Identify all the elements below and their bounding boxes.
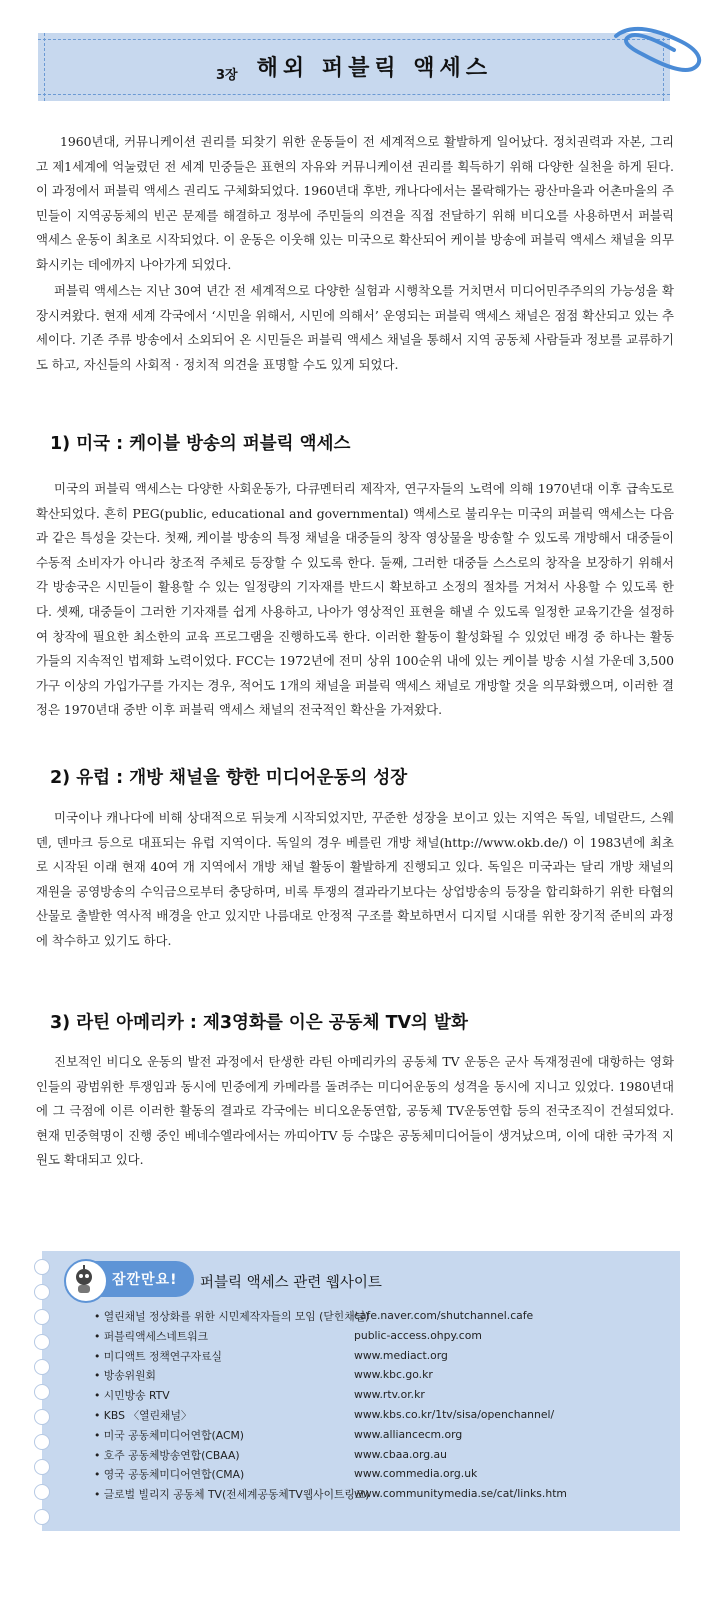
related-websites-box — [42, 1251, 680, 1531]
tip-badge-label: 잠깐만요! — [112, 1272, 178, 1288]
site-name: • 미국 공동체미디어연합(ACM) — [94, 1428, 245, 1442]
tip-badge — [68, 1261, 194, 1297]
binding-hole-icon — [34, 1409, 50, 1425]
binding-hole-icon — [34, 1359, 50, 1375]
site-name: • 글로벌 빌리지 공동체 TV(전세계공동체TV웹사이트링크) — [94, 1488, 370, 1502]
list-item — [94, 1349, 654, 1369]
box-title: 퍼블릭 액세스 관련 웹사이트 — [200, 1275, 382, 1291]
intro-paragraph-2: 퍼블릭 액세스는 지난 30여 년간 전 세계적으로 다양한 실험과 시행착오를 거치면서 미디어민주주의의 가능성을 확장시켜왔다. 현재 세계 각국에서 ‘시민을 위해서, 시민에 의해서’ 운영되는 퍼블릭 액세스 채널은 점점 확산되고 있는 추세이다. 기존 주류 방송에서 소외되어 온 시민들은 퍼블릭 액세스 채널을 통해서 지역 공동체 사람들과 정보를 교류하기도 하고, 자신들의 사회적 · 정치적 의견을 표명할 수도 있게 되었다. — [36, 283, 674, 372]
binding-hole-icon — [34, 1459, 50, 1475]
chapter-number: 3장 — [215, 68, 238, 83]
binding-hole-icon — [34, 1284, 50, 1300]
section-heading-usa: 1) 미국 : 케이블 방송의 퍼블릭 액세스 — [50, 434, 351, 454]
list-item — [94, 1467, 654, 1487]
section-body-europe: 미국이나 캐나다에 비해 상대적으로 뒤늦게 시작되었지만, 꾸준한 성장을 보이고 있는 지역은 독일, 네덜란드, 스웨덴, 덴마크 등으로 대표되는 유럽 지역이다. 독일의 경우 베를린 개방 채널(http://www.okb.de/) 이 1983년에 최초로 시작된 이래 현재 40여 개 지역에서 개방 채널 활동이 활발하게 진행되고 있다. 독일은 미국과는 달리 개방 채널의 재원을 공영방송의 수익금으로부터 충당하며, 비록 투쟁의 결과라기보다는 상업방송의 등장을 합리화하기 위한 타협의 산물로 출발한 역사적 배경을 안고 있지만 나름대로 안정적 구조를 확보하면서 디지털 시대를 위한 장기적 준비의 과정에 착수하고 있기도 하다. — [36, 810, 674, 948]
binding-hole-icon — [34, 1434, 50, 1450]
site-url[interactable]: www.commedia.org.uk — [354, 1467, 478, 1481]
intro-paragraph-1: 1960년대, 커뮤니케이션 권리를 되찾기 위한 운동들이 전 세계적으로 활발하게 일어났다. 정치권력과 자본, 그리고 제1세계에 억눌렸던 전 세계 민중들은 표현의 자유와 커뮤니케이션 권리를 획득하기 위해 다양한 실천을 하게 된다. 이 과정에서 퍼블릭 액세스 권리도 구체화되었다. 1960년대 후반, 캐나다에서는 몰락해가는 광산마을과 어촌마을의 주민들이 지역공동체의 빈곤 문제를 해결하고 정부에 주민들의 의견을 직접 전달하기 위해 비디오를 사용하면서 퍼블릭 액세스 운동이 최초로 시작되었다. 이 운동은 이웃해 있는 미국으로 확산되어 케이블 방송에 퍼블릭 액세스 채널을 의무화시키는 데에까지 나아가게 되었다. — [36, 134, 674, 272]
site-url[interactable]: cafe.naver.com/shutchannel.cafe — [354, 1309, 534, 1322]
banner-dashed-border — [38, 39, 670, 40]
list-item — [94, 1329, 654, 1349]
site-url[interactable]: www.kbs.co.kr/1tv/sisa/openchannel/ — [354, 1407, 555, 1421]
binding-hole-icon — [34, 1484, 50, 1500]
list-item — [94, 1428, 654, 1448]
paperclip-icon — [608, 22, 708, 82]
site-url[interactable]: www.rtv.or.kr — [354, 1388, 425, 1402]
website-list — [94, 1309, 654, 1507]
site-name: • 시민방송 RTV — [94, 1389, 170, 1403]
list-item — [94, 1309, 654, 1329]
site-name: • 미디액트 정책연구자료실 — [94, 1349, 222, 1363]
chapter-heading — [38, 51, 670, 82]
site-url[interactable]: www.kbc.go.kr — [354, 1368, 433, 1382]
site-name: • 퍼블릭액세스네트워크 — [94, 1329, 209, 1343]
site-url[interactable]: www.alliancecm.org — [354, 1427, 463, 1441]
site-name: • KBS 〈열린채널〉 — [94, 1408, 192, 1422]
section-heading-europe: 2) 유럽 : 개방 채널을 향한 미디어운동의 성장 — [50, 768, 408, 788]
chapter-title: 해외 퍼블릭 액세스 — [256, 56, 493, 81]
banner-dashed-border — [38, 94, 670, 95]
site-name: • 영국 공동체미디어연합(CMA) — [94, 1468, 245, 1482]
list-item — [94, 1487, 654, 1507]
section-body-latin-america: 진보적인 비디오 운동의 발전 과정에서 탄생한 라틴 아메리카의 공동체 TV 운동은 군사 독재정권에 대항하는 영화인들의 광범위한 투쟁임과 동시에 민중에게 카메라를 돌려주는 미디어운동의 성격을 동시에 지니고 있었다. 1980년대에 그 극점에 이른 이러한 활동의 결과로 각국에는 비디오운동연합, 공동체 TV운동연합 등의 전국조직이 건설되었다. 현재 민중혁명이 진행 중인 베네수엘라에서는 까띠아TV 등 수많은 공동체미디어들이 생겨났으며, 이에 대한 국가적 지원도 확대되고 있다. — [36, 1054, 674, 1168]
list-item — [94, 1408, 654, 1428]
site-url[interactable]: public-access.ohpy.com — [354, 1328, 482, 1342]
list-item — [94, 1448, 654, 1468]
site-url[interactable]: www.mediact.org — [354, 1348, 448, 1362]
site-name: • 호주 공동체방송연합(CBAA) — [94, 1448, 240, 1462]
character-icon — [64, 1259, 108, 1303]
section-body-usa: 미국의 퍼블릭 액세스는 다양한 사회운동가, 다큐멘터리 제작자, 연구자들의 노력에 의해 1970년대 이후 급속도로 확산되었다. 흔히 PEG(public, educational and governmental) 액세스로 불리우는 미국의 퍼블릭 액세스는 다음과 같은 특성을 갖는다. 첫째, 케이블 방송의 특정 채널을 대중들의 창작 영상물을 방송할 수 있도록 개방해서 대중들이 수동적 소비자가 아니라 창조적 주체로 등장할 수 있도록 한다. 둘째, 그러한 대중들 스스로의 창작을 보장하기 위해서 각 방송국은 시민들이 활용할 수 있는 일정량의 기자재를 반드시 확보하고 소정의 절차를 거쳐서 사용할 수 있도록 한다. 셋째, 대중들이 그러한 기자재를 쉽게 사용하고, 나아가 영상적인 표현을 해낼 수 있도록 일정한 교육기간을 설정하여 창작에 필요한 최소한의 교육 프로그램을 진행하도록 한다. 이러한 활동이 활성화될 수 있었던 배경 중 하나는 활동가들의 지속적인 법제화 노력이었다. FCC는 1972년에 전미 상위 100순위 내에 있는 케이블 방송 시설 가운데 3,500 가구 이상의 가입가구를 가지는 경우, 적어도 1개의 채널을 퍼블릭 액세스 채널로 개방할 것을 의무화했으며, 이러한 결정은 1970년대 중반 이후 퍼블릭 액세스 채널의 전국적인 확산을 가져왔다. — [36, 481, 674, 718]
list-item — [94, 1368, 654, 1388]
notebook-binding — [34, 1259, 54, 1534]
binding-hole-icon — [34, 1509, 50, 1525]
site-name: • 방송위원회 — [94, 1369, 156, 1383]
site-url[interactable]: www.communitymedia.se/cat/links.htm — [354, 1487, 567, 1501]
site-url[interactable]: www.cbaa.org.au — [354, 1447, 447, 1461]
binding-hole-icon — [34, 1309, 50, 1325]
binding-hole-icon — [34, 1384, 50, 1400]
site-name: • 열린채널 정상화를 위한 시민제작자들의 모임 (닫힌채널) — [94, 1310, 370, 1323]
binding-hole-icon — [34, 1259, 50, 1275]
binding-hole-icon — [34, 1334, 50, 1350]
list-item — [94, 1388, 654, 1408]
chapter-banner — [38, 33, 670, 101]
section-heading-latin-america: 3) 라틴 아메리카 : 제3영화를 이은 공동체 TV의 발화 — [50, 1013, 468, 1033]
